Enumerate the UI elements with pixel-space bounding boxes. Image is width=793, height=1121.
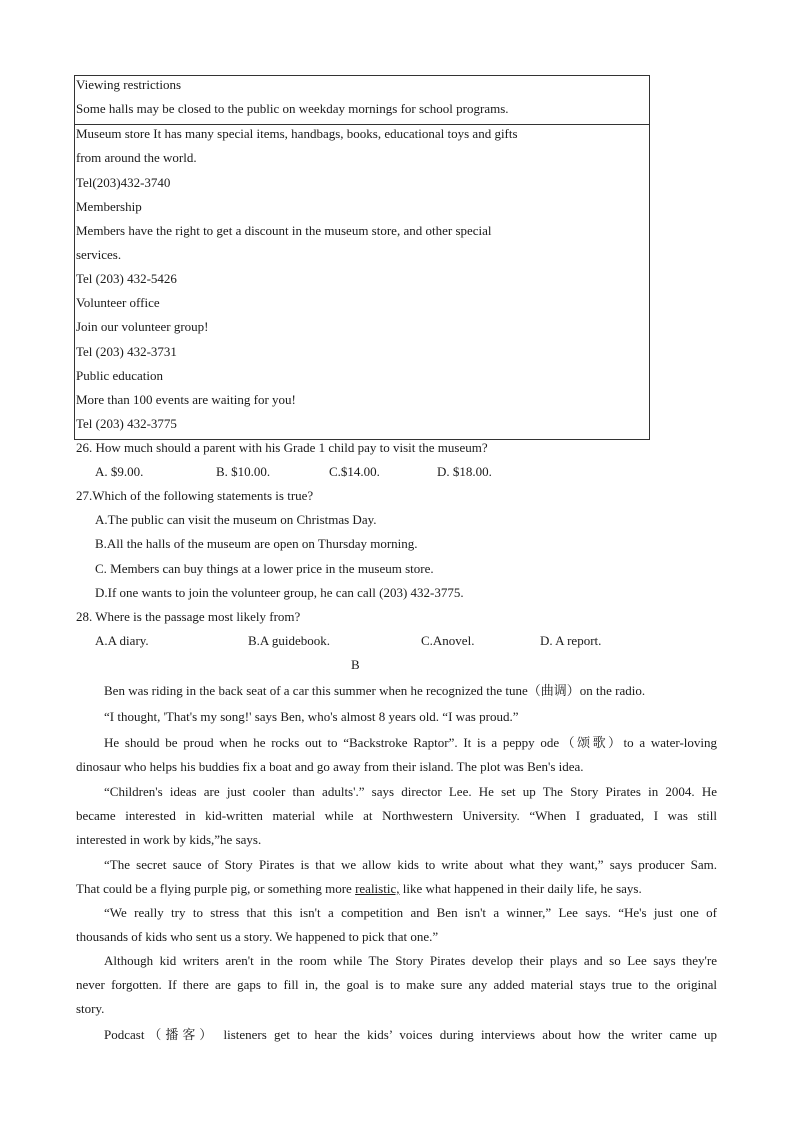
box-line: Tel(203)432-3740: [76, 175, 171, 190]
box-line: Membership: [76, 199, 142, 214]
question-stem-28: 28. Where is the passage most likely from?: [76, 609, 301, 624]
box-line: Some halls may be closed to the public on weekday mornings for school programs.: [76, 101, 509, 116]
passage-line: story.: [76, 1001, 105, 1016]
option-28c: C.Anovel.: [421, 633, 475, 648]
passage-line: He should be proud when he rocks out to “Backstroke Raptor”. It is a peppy ode（颂歌）to a water-loving: [104, 735, 717, 750]
passage-paragraph-1: Ben was riding in the back seat of a car this summer when he recognized the tune（曲调）on the radio.: [104, 683, 646, 698]
box-line: Join our volunteer group!: [76, 319, 209, 334]
passage-paragraph-2: “I thought, 'That's my song!' says Ben, who's almost 8 years old. “I was proud.”: [104, 709, 519, 724]
info-box-services: [74, 124, 650, 440]
box-line: Viewing restrictions: [76, 77, 182, 92]
option-27b: B.All the halls of the museum are open on Thursday morning.: [95, 536, 418, 551]
passage-line: interested in work by kids,”he says.: [76, 832, 262, 847]
passage-line: became interested in kid-written material while at Northwestern University. “When I graduated, I was still: [76, 808, 717, 823]
option-26d: D. $18.00.: [437, 464, 492, 479]
box-line: Members have the right to get a discount in the museum store, and other special: [76, 223, 492, 238]
option-27d: D.If one wants to join the volunteer group, he can call (203) 432-3775.: [95, 585, 464, 600]
option-26c: C.$14.00.: [329, 464, 380, 479]
box-line: Museum store It has many special items, handbags, books, educational toys and gifts: [76, 126, 518, 141]
passage-line: never forgotten. If there are gaps to fill in, the goal is to make sure any added material stays true to the original: [76, 977, 717, 992]
box-line: More than 100 events are waiting for you!: [76, 392, 296, 407]
question-stem-27: 27.Which of the following statements is true?: [76, 488, 314, 503]
question-stem-26: 26. How much should a parent with his Grade 1 child pay to visit the museum?: [76, 440, 488, 455]
box-line: Volunteer office: [76, 295, 160, 310]
box-line: Tel (203) 432-3775: [76, 416, 177, 431]
passage-line: [76, 877, 717, 901]
underlined-word: realistic,: [355, 881, 400, 896]
box-line: Tel (203) 432-5426: [76, 271, 177, 286]
passage-text: like what happened in their daily life, he says.: [399, 881, 642, 896]
passage-text: That could be a flying purple pig, or something more: [76, 881, 356, 896]
passage-line: Podcast（播客） listeners get to hear the kids’ voices during interviews about how the writer came up: [104, 1027, 717, 1042]
passage-line: dinosaur who helps his buddies fix a boat and go away from their island. The plot was Ben's idea.: [76, 759, 584, 774]
box-line: Public education: [76, 368, 164, 383]
section-label: B: [351, 657, 360, 672]
box-line: from around the world.: [76, 150, 197, 165]
passage-line: “We really try to stress that this isn't a competition and Ben isn't a winner,” Lee says. “He's just one of: [104, 905, 717, 920]
passage-line: “Children's ideas are just cooler than adults'.” says director Lee. He set up The Story Pirates in 2004. He: [104, 784, 717, 799]
option-26a: A. $9.00.: [95, 464, 144, 479]
option-28d: D. A report.: [540, 633, 602, 648]
passage-line: Although kid writers aren't in the room while The Story Pirates develop their plays and so Lee says they're: [104, 953, 717, 968]
box-line: Tel (203) 432-3731: [76, 344, 177, 359]
option-28b: B.A guidebook.: [248, 633, 330, 648]
passage-line: “The secret sauce of Story Pirates is that we allow kids to write about what they want,” says producer Sam.: [104, 857, 717, 872]
passage-line: thousands of kids who sent us a story. We happened to pick that one.”: [76, 929, 439, 944]
option-27c: C. Members can buy things at a lower price in the museum store.: [95, 561, 434, 576]
info-box-viewing: [74, 75, 650, 125]
option-26b: B. $10.00.: [216, 464, 271, 479]
option-28a: A.A diary.: [95, 633, 149, 648]
box-line: services.: [76, 247, 122, 262]
option-27a: A.The public can visit the museum on Christmas Day.: [95, 512, 377, 527]
